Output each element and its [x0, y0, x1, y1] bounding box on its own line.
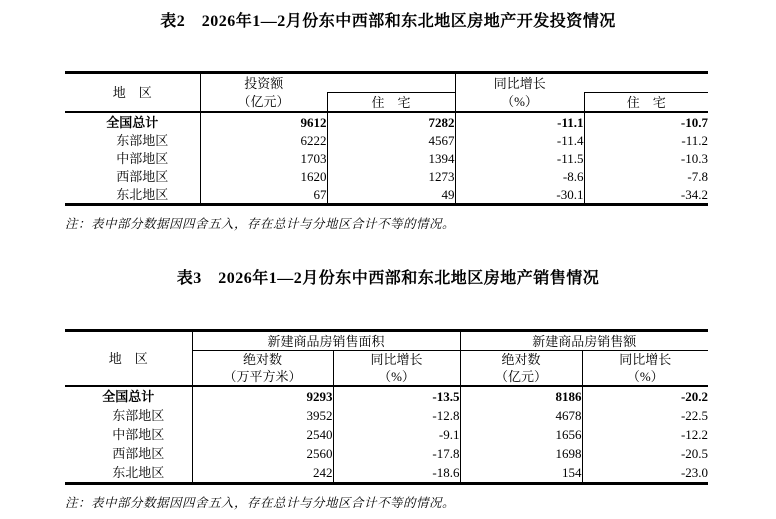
table2-footnote: 注：表中部分数据因四舍五入，存在总计与分地区合计不等的情况。 [65, 217, 456, 231]
table2-header-row-1 [65, 73, 708, 93]
table3-header-amount-growth-line2: （%） [582, 368, 708, 386]
table3-sales-table [65, 329, 708, 485]
cell-region: 中部地区 [112, 427, 165, 442]
table2-header-investment-line1: 投资额 [200, 73, 327, 93]
cell-area-growth: -9.1 [333, 425, 460, 444]
cell-amount: 1656 [460, 425, 582, 444]
table3-header-area-growth-line1: 同比增长 [333, 351, 460, 369]
table-row [65, 386, 708, 406]
cell-area-growth: -18.6 [333, 463, 460, 484]
table-row [65, 167, 708, 185]
cell-region: 东北地区 [116, 186, 169, 202]
table-row [65, 444, 708, 463]
cell-amount-growth: -20.5 [582, 444, 708, 463]
table-row [65, 463, 708, 484]
cell-area-growth: -12.8 [333, 406, 460, 425]
table2-header-spacer-1 [327, 73, 455, 93]
table3-header-amount-abs-line1: 绝对数 [460, 351, 582, 369]
table3-title: 表3 2026年1—2月份东中西部和东北地区房地产销售情况 [176, 270, 600, 287]
table3-header-area-abs-line1: 绝对数 [192, 351, 333, 369]
table2-investment-table [65, 71, 708, 206]
table2-header-investment-line2: （亿元） [200, 93, 327, 113]
cell-amount-growth: -23.0 [582, 463, 708, 484]
cell-investment: 1620 [200, 167, 327, 185]
table-row [65, 112, 708, 131]
table3-header-amount-growth-line1: 同比增长 [582, 351, 708, 369]
cell-growth-residential: -7.8 [584, 167, 708, 185]
table-row [65, 131, 708, 149]
cell-region: 西部地区 [112, 446, 165, 461]
table-row [65, 185, 708, 205]
cell-investment-residential: 7282 [327, 112, 455, 131]
table3-footnote: 注：表中部分数据因四舍五入，存在总计与分地区合计不等的情况。 [65, 496, 456, 510]
table2-header-spacer-2 [584, 73, 708, 93]
table3-header-area-growth-line2: （%） [333, 368, 460, 386]
table3-header-region: 地 区 [65, 331, 192, 387]
cell-amount: 4678 [460, 406, 582, 425]
table-row [65, 425, 708, 444]
cell-area-growth: -13.5 [333, 386, 460, 406]
table-row [65, 149, 708, 167]
cell-amount-growth: -22.5 [582, 406, 708, 425]
table2-body [65, 112, 708, 205]
table3-header-row-1 [65, 331, 708, 351]
table2-header-investment-residential: 住 宅 [327, 93, 455, 113]
cell-investment: 67 [200, 185, 327, 205]
table-row [65, 406, 708, 425]
cell-area: 2540 [192, 425, 333, 444]
cell-growth: -8.6 [455, 167, 584, 185]
cell-region: 东部地区 [112, 408, 165, 423]
cell-growth-residential: -11.2 [584, 131, 708, 149]
cell-growth-residential: -34.2 [584, 185, 708, 205]
cell-amount-growth: -20.2 [582, 386, 708, 406]
cell-investment: 9612 [200, 112, 327, 131]
cell-region: 东北地区 [112, 465, 165, 480]
cell-growth-residential: -10.7 [584, 112, 708, 131]
cell-area: 3952 [192, 406, 333, 425]
cell-investment: 1703 [200, 149, 327, 167]
cell-area: 9293 [192, 386, 333, 406]
cell-investment-residential: 4567 [327, 131, 455, 149]
cell-growth: -11.5 [455, 149, 584, 167]
cell-amount: 8186 [460, 386, 582, 406]
table3-body [65, 386, 708, 484]
table3-header [65, 331, 708, 387]
table3-header-amount-abs-line2: （亿元） [460, 368, 582, 386]
cell-region: 西部地区 [116, 168, 169, 184]
cell-region: 中部地区 [116, 150, 169, 166]
cell-amount: 1698 [460, 444, 582, 463]
cell-growth: -30.1 [455, 185, 584, 205]
cell-region: 全国总计 [106, 114, 159, 130]
cell-growth: -11.4 [455, 131, 584, 149]
table3-header-area-abs-line2: （万平方米） [192, 368, 333, 386]
cell-region: 全国总计 [102, 389, 155, 404]
cell-investment: 6222 [200, 131, 327, 149]
table2-header-region: 地 区 [65, 73, 200, 113]
table3-header-area-group: 新建商品房销售面积 [192, 331, 460, 351]
cell-investment-residential: 49 [327, 185, 455, 205]
cell-region: 东部地区 [116, 132, 169, 148]
cell-growth-residential: -10.3 [584, 149, 708, 167]
table2-header [65, 73, 708, 113]
table2-header-growth-line2: （%） [455, 93, 584, 113]
cell-area: 2560 [192, 444, 333, 463]
table2-header-growth-line1: 同比增长 [455, 73, 584, 93]
table2-header-growth-residential: 住 宅 [584, 93, 708, 113]
table3-header-amount-group: 新建商品房销售额 [460, 331, 708, 351]
cell-area: 242 [192, 463, 333, 484]
cell-investment-residential: 1273 [327, 167, 455, 185]
cell-amount-growth: -12.2 [582, 425, 708, 444]
cell-amount: 154 [460, 463, 582, 484]
cell-investment-residential: 1394 [327, 149, 455, 167]
cell-area-growth: -17.8 [333, 444, 460, 463]
cell-growth: -11.1 [455, 112, 584, 131]
table2-title: 表2 2026年1—2月份东中西部和东北地区房地产开发投资情况 [160, 13, 616, 30]
